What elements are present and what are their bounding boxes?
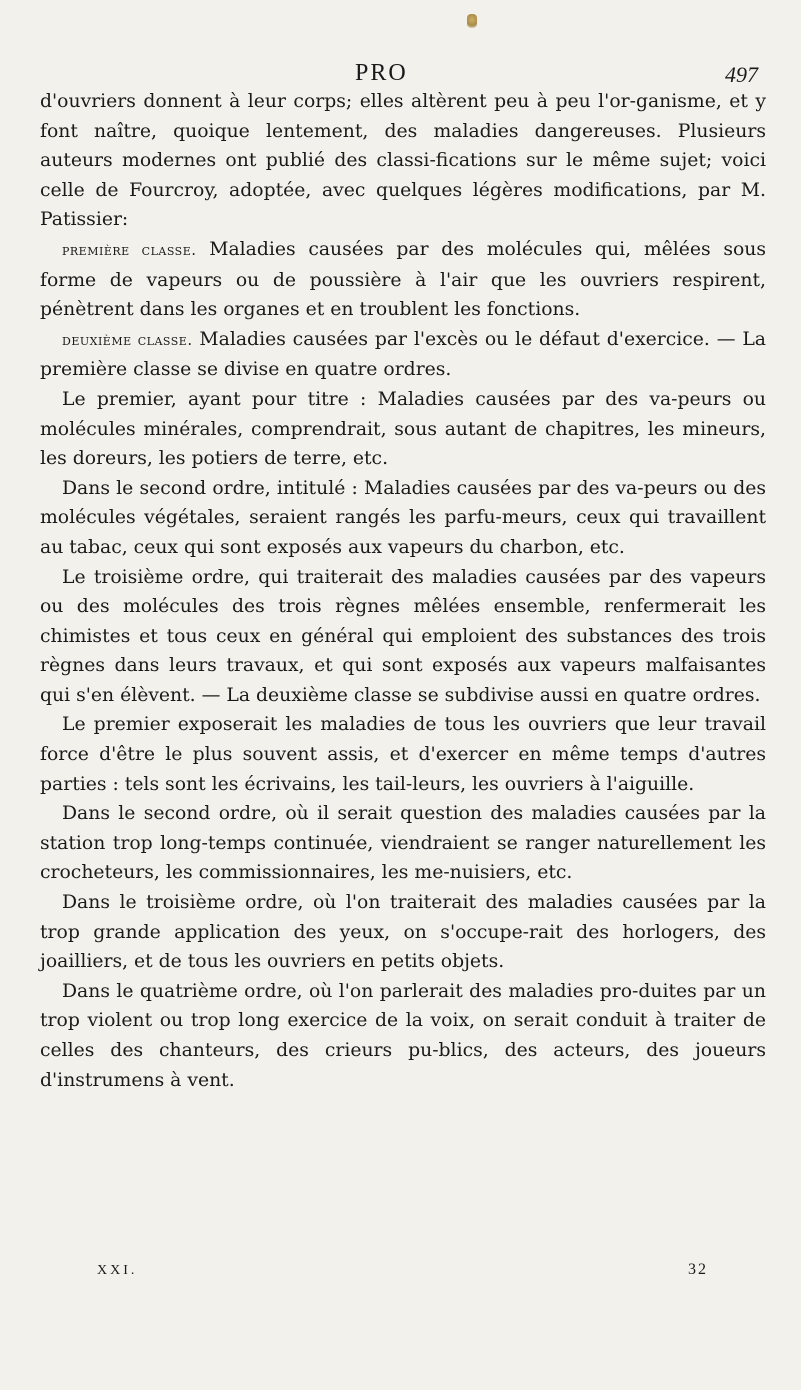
- running-head: PRO: [355, 60, 408, 86]
- paragraph-text: Maladies causées par l'excès ou le défaut d'exercice. — La première classe se divise en quatre ordres.: [40, 328, 766, 381]
- gathering-number: 32: [688, 1261, 708, 1278]
- paragraph-text: Maladies causées par des molécules qui, mêlées sous forme de vapeurs ou de poussière à l'air que les ouvriers respirent, pénètrent dans les organes et en troublent les fonctions.: [40, 238, 766, 321]
- class-heading: deuxième classe.: [62, 330, 193, 349]
- paragraph: [40, 87, 766, 235]
- paragraph-text: d'ouvriers donnent à leur corps; elles altèrent peu à peu l'or-ganisme, et y font naître, quoique lentement, des maladies dangereuses. Plusieurs auteurs modernes ont publié des classi-fications sur le même sujet; voici celle de Fourcroy, adoptée, avec quelques légères modifications, par M. Patissier:: [40, 91, 766, 231]
- paragraph: [40, 888, 766, 977]
- paragraph: [40, 710, 766, 799]
- volume-signature: XXI.: [97, 1263, 138, 1278]
- page-footer: [0, 1263, 801, 1287]
- paragraph-text: Le troisième ordre, qui traiterait des maladies causées par des vapeurs ou des molécules des trois règnes mêlées ensemble, renfermerait les chimistes et tous ceux en général qui emploient des substances des trois règnes dans leurs travaux, et qui sont exposés aux vapeurs malfaisantes qui s'en élèvent. — La deuxième classe se subdivise aussi en quatre ordres.: [40, 566, 766, 706]
- paragraph-text: Le premier, ayant pour titre : Maladies causées par des va-peurs ou molécules minérales, comprendrait, sous autant de chapitres, les mineurs, les doreurs, les potiers de terre, etc.: [40, 388, 766, 470]
- paragraph: [40, 235, 766, 325]
- paragraph: [40, 325, 766, 385]
- paragraph-text: Dans le second ordre, où il serait question des maladies causées par la station trop long-temps continuée, viendraient se ranger naturellement les crocheteurs, les commissionnaires, les me-nuisiers, etc.: [40, 803, 766, 884]
- paragraph-text: Dans le quatrième ordre, où l'on parlerait des maladies pro-duites par un trop violent ou trop long exercice de la voix, on serait conduit à traiter de celles des chanteurs, des crieurs pu-blics, des acteurs, des joueurs d'instrumens à vent.: [40, 980, 766, 1091]
- paragraph: [40, 977, 766, 1095]
- paragraph-text: Le premier exposerait les maladies de tous les ouvriers que leur travail force d'être le plus souvent assis, et d'exercer en même temps d'autres parties : tels sont les écrivains, les tail-leurs, les ouvriers à l'aiguille.: [40, 714, 766, 795]
- paragraph: [40, 385, 766, 474]
- library-stamp-mark: [467, 14, 477, 28]
- paragraph-text: Dans le troisième ordre, où l'on traiterait des maladies causées par la trop grande application des yeux, on s'occupe-rait des horlogers, des joailliers, et de tous les ouvriers en petits objets.: [40, 892, 766, 973]
- class-heading: première classe.: [62, 240, 197, 259]
- paragraph-text: Dans le second ordre, intitulé : Maladies causées par des va-peurs ou des molécules végétales, seraient rangés les parfu-meurs, ceux qui travaillent au tabac, ceux qui sont exposés aux vapeurs du charbon, etc.: [40, 477, 766, 558]
- paragraph: [40, 563, 766, 711]
- page-number: 497: [725, 62, 758, 87]
- paragraph: [40, 474, 766, 563]
- paragraph: [40, 799, 766, 888]
- body-text: [40, 87, 766, 1095]
